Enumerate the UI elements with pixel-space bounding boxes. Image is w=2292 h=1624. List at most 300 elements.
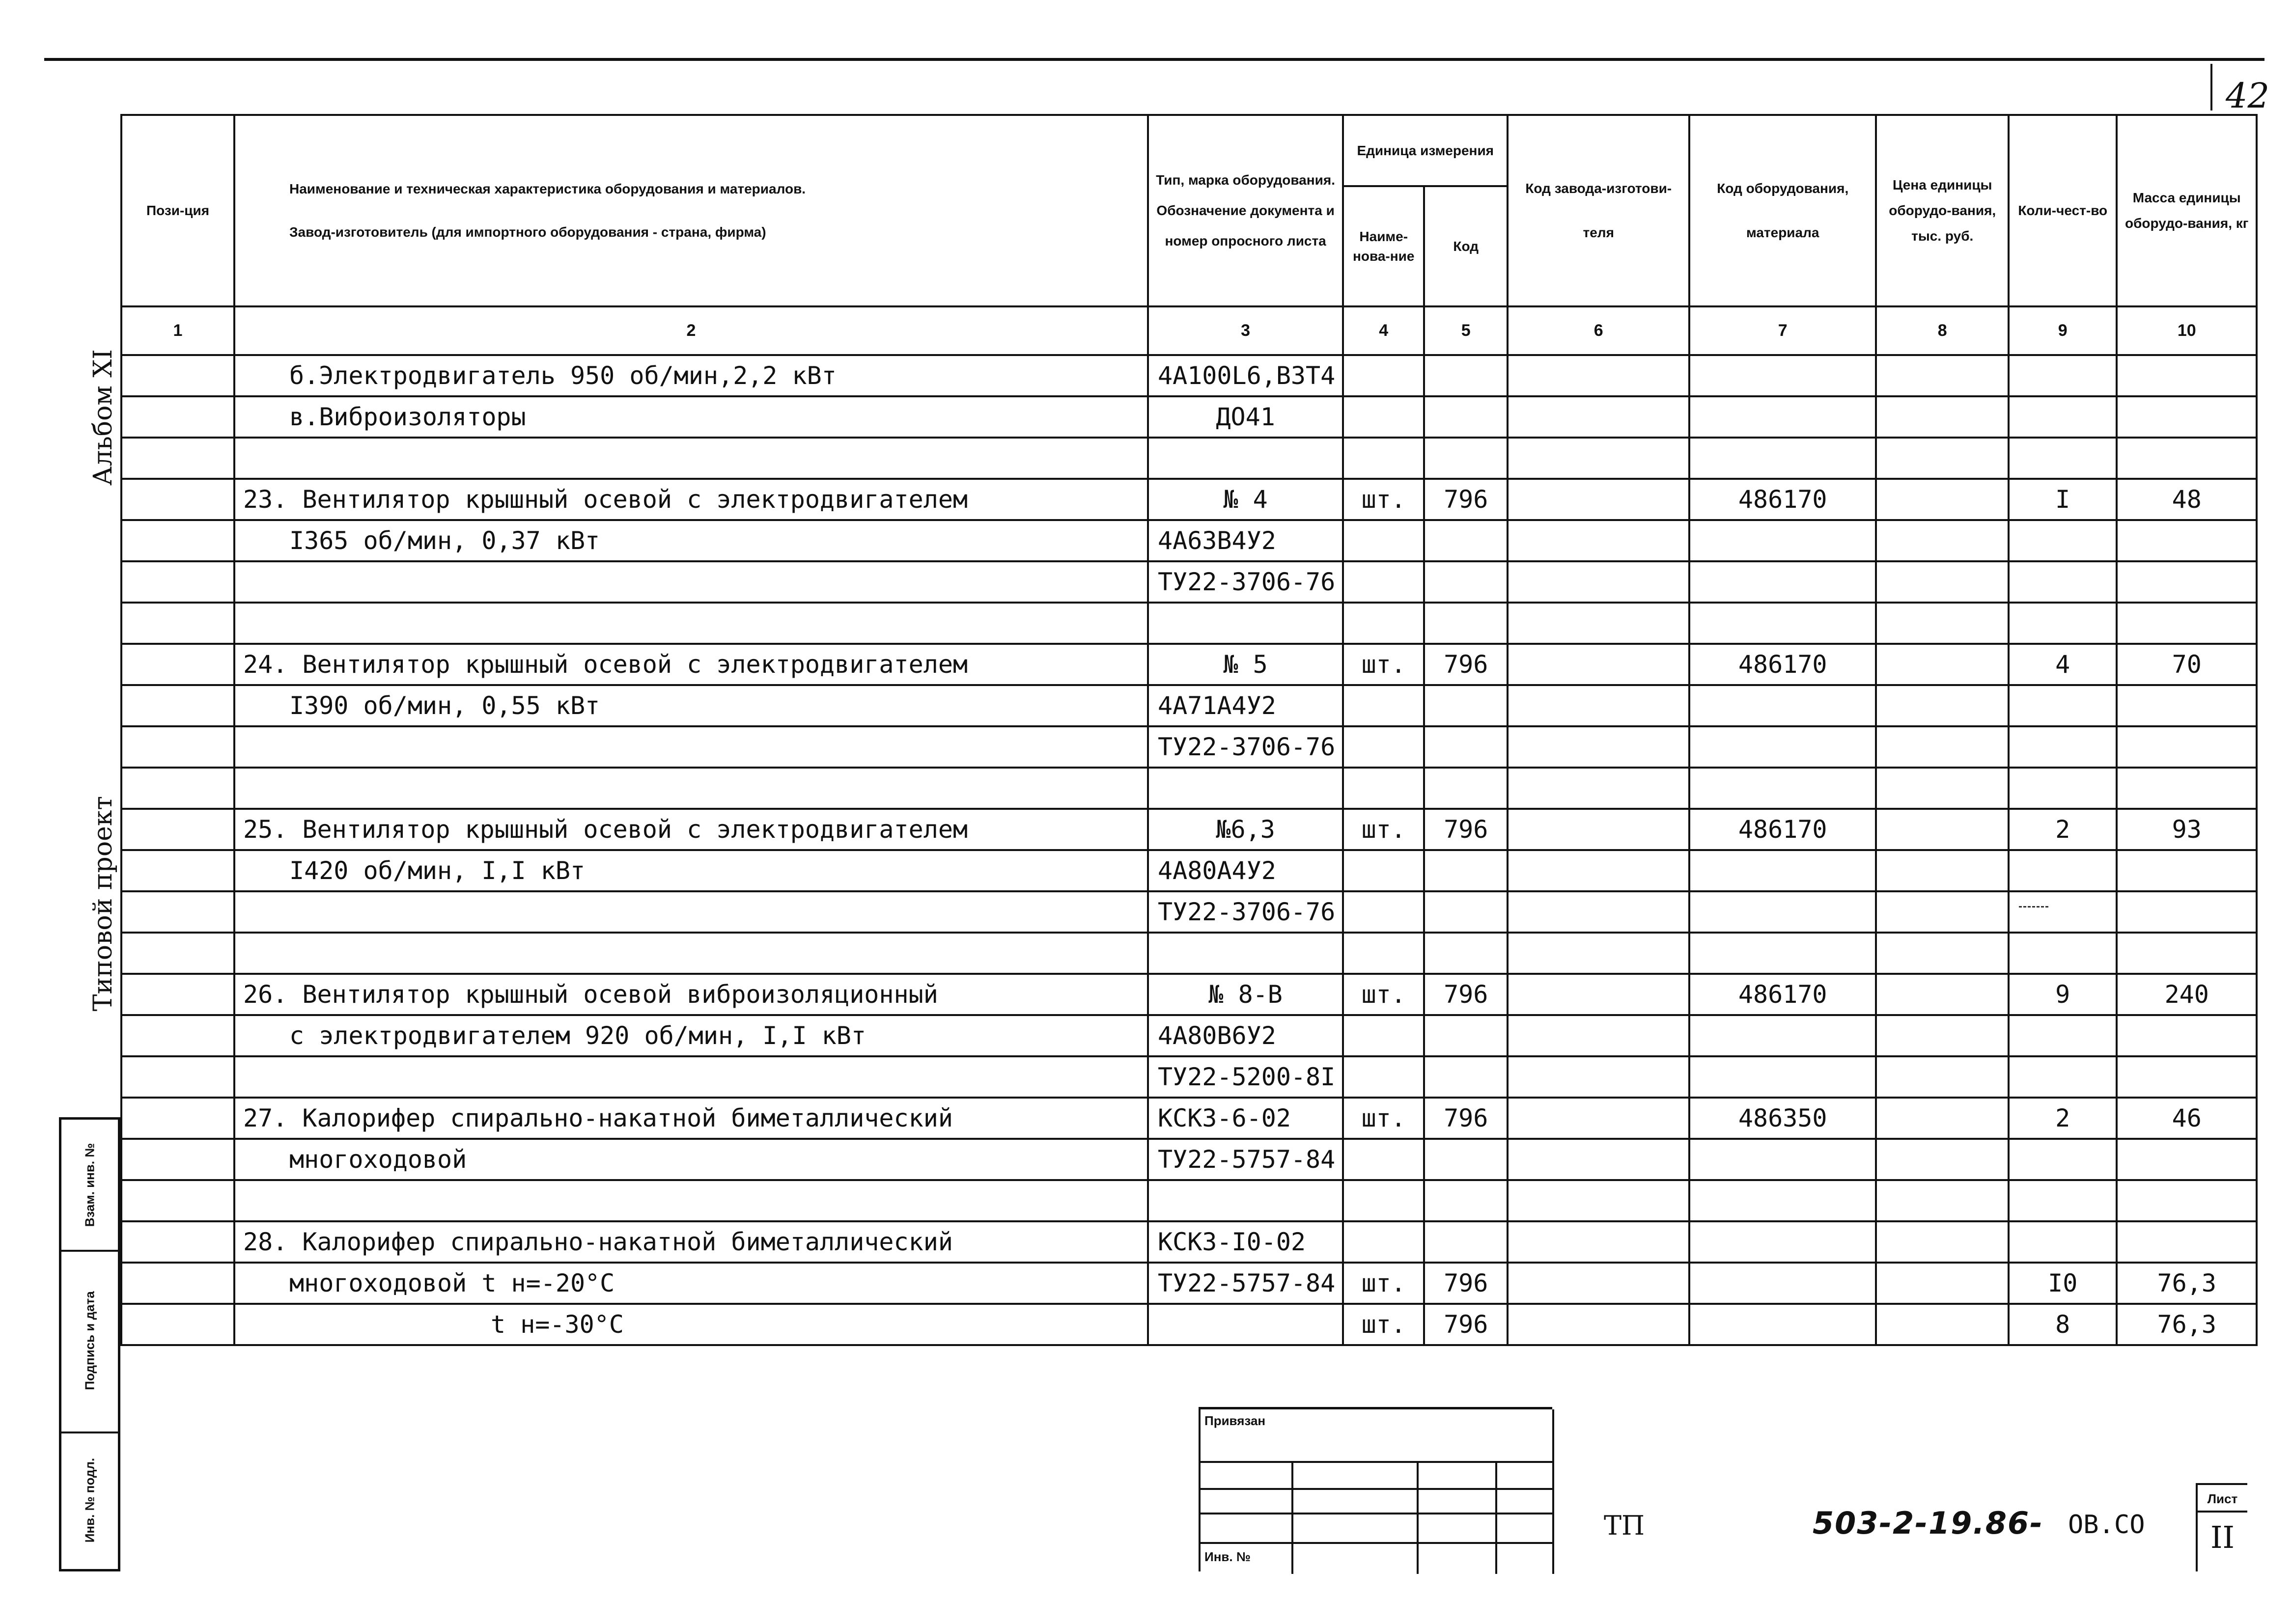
quantity xyxy=(2009,438,2117,479)
price-cell xyxy=(1876,1221,2009,1263)
plant-code xyxy=(1508,520,1689,561)
item-name xyxy=(234,1056,1148,1098)
unit-code xyxy=(1424,891,1508,933)
unit-code: 796 xyxy=(1424,809,1508,850)
item-type xyxy=(1148,1180,1343,1221)
item-name xyxy=(234,603,1148,644)
table-row xyxy=(121,685,2257,726)
item-type: ДО41 xyxy=(1148,396,1343,438)
unit-code: 796 xyxy=(1424,974,1508,1015)
unit-code xyxy=(1424,685,1508,726)
item-type xyxy=(1148,603,1343,644)
item-type: № 8-В xyxy=(1148,974,1343,1015)
project-label: Типовой проект xyxy=(88,796,118,1012)
item-name: многоходовой t н=-20°С xyxy=(234,1263,1148,1304)
item-type: ТУ22-3706-76 xyxy=(1148,726,1343,768)
plant-code xyxy=(1508,644,1689,685)
unit-code xyxy=(1424,933,1508,974)
unit-name xyxy=(1343,850,1424,891)
plant-code xyxy=(1508,561,1689,603)
equipment-code xyxy=(1689,1015,1876,1056)
quantity xyxy=(2009,1221,2117,1263)
item-type: ТУ22-5757-84 xyxy=(1148,1263,1343,1304)
table-row xyxy=(121,520,2257,561)
table-row xyxy=(121,726,2257,768)
unit-code xyxy=(1424,396,1508,438)
title-block-line xyxy=(1291,1461,1293,1574)
header-mass: Масса единицы оборудо-вания, кг xyxy=(2117,115,2257,306)
unit-mass xyxy=(2117,438,2257,479)
item-name: 25. Вентилятор крышный осевой с электродвигателем xyxy=(234,809,1148,850)
quantity xyxy=(2009,603,2117,644)
equipment-code xyxy=(1689,561,1876,603)
page-number: 42 xyxy=(2225,76,2269,116)
item-type: 4А71А4У2 xyxy=(1148,685,1343,726)
item-name: б.Электродвигатель 950 об/мин,2,2 кВт xyxy=(234,355,1148,396)
header-quantity: Коли-чест-во xyxy=(2009,115,2117,306)
equipment-code xyxy=(1689,891,1876,933)
item-name xyxy=(234,891,1148,933)
table-row xyxy=(121,1139,2257,1180)
price-cell xyxy=(1876,809,2009,850)
unit-mass xyxy=(2117,1015,2257,1056)
equipment-code: 486350 xyxy=(1689,1098,1876,1139)
title-block-line xyxy=(1495,1461,1497,1574)
unit-name xyxy=(1343,768,1424,809)
table-row xyxy=(121,355,2257,396)
equipment-code xyxy=(1689,1056,1876,1098)
table-row xyxy=(121,1304,2257,1345)
quantity xyxy=(2009,561,2117,603)
table-row xyxy=(121,1056,2257,1098)
price-cell xyxy=(1876,768,2009,809)
document-code: 503-2-19.86- xyxy=(1813,1505,2043,1541)
quantity xyxy=(2009,396,2117,438)
position-cell xyxy=(121,809,234,850)
header-equipment-code: Код оборудования, материала xyxy=(1689,115,1876,306)
item-type: №6,3 xyxy=(1148,809,1343,850)
equipment-code xyxy=(1689,355,1876,396)
unit-mass xyxy=(2117,1056,2257,1098)
plant-code xyxy=(1508,1180,1689,1221)
unit-mass: 76,3 xyxy=(2117,1304,2257,1345)
price-cell xyxy=(1876,644,2009,685)
quantity: I xyxy=(2009,479,2117,520)
plant-code xyxy=(1508,1304,1689,1345)
equipment-code xyxy=(1689,850,1876,891)
title-block-line xyxy=(1201,1488,1554,1490)
item-type: № 5 xyxy=(1148,644,1343,685)
position-cell xyxy=(121,1015,234,1056)
price-cell xyxy=(1876,1180,2009,1221)
plant-code xyxy=(1508,438,1689,479)
plant-code xyxy=(1508,1263,1689,1304)
item-name xyxy=(234,726,1148,768)
document-suffix: ОВ.СО xyxy=(2068,1510,2145,1540)
header-name xyxy=(234,115,1148,306)
quantity: 8 xyxy=(2009,1304,2117,1345)
position-cell xyxy=(121,974,234,1015)
unit-code xyxy=(1424,561,1508,603)
price-cell xyxy=(1876,438,2009,479)
table-row xyxy=(121,974,2257,1015)
stamp-replace-inv: Взам. инв. № xyxy=(82,1143,97,1227)
unit-mass xyxy=(2117,726,2257,768)
stamp-signature-date: Подпись и дата xyxy=(82,1291,97,1390)
table-row xyxy=(121,768,2257,809)
item-name: I420 об/мин, I,I кВт xyxy=(234,850,1148,891)
stamp-cell xyxy=(61,1250,118,1433)
unit-code xyxy=(1424,438,1508,479)
table-row xyxy=(121,1015,2257,1056)
column-number: 7 xyxy=(1689,306,1876,355)
equipment-code xyxy=(1689,933,1876,974)
equipment-code xyxy=(1689,726,1876,768)
quantity xyxy=(2009,933,2117,974)
unit-mass xyxy=(2117,561,2257,603)
column-number: 10 xyxy=(2117,306,2257,355)
unit-mass: 76,3 xyxy=(2117,1263,2257,1304)
position-cell xyxy=(121,355,234,396)
quantity xyxy=(2009,891,2117,933)
price-cell xyxy=(1876,1263,2009,1304)
table-row xyxy=(121,561,2257,603)
quantity xyxy=(2009,355,2117,396)
plant-code xyxy=(1508,1098,1689,1139)
header-unit-code: Код xyxy=(1424,186,1508,306)
equipment-code xyxy=(1689,603,1876,644)
quantity xyxy=(2009,685,2117,726)
position-cell xyxy=(121,685,234,726)
unit-code xyxy=(1424,603,1508,644)
item-type xyxy=(1148,933,1343,974)
table-row xyxy=(121,603,2257,644)
plant-code xyxy=(1508,603,1689,644)
price-cell xyxy=(1876,1015,2009,1056)
item-name: 26. Вентилятор крышный осевой виброизоляционный xyxy=(234,974,1148,1015)
equipment-code xyxy=(1689,396,1876,438)
unit-name xyxy=(1343,603,1424,644)
column-number: 8 xyxy=(1876,306,2009,355)
table-row xyxy=(121,933,2257,974)
plant-code xyxy=(1508,850,1689,891)
stamp-cell xyxy=(61,1120,118,1252)
position-cell xyxy=(121,1139,234,1180)
unit-name xyxy=(1343,1180,1424,1221)
unit-code: 796 xyxy=(1424,479,1508,520)
column-number-row xyxy=(121,306,2257,355)
header-price: Цена единицы оборудо-вания, тыс. руб. xyxy=(1876,115,2009,306)
position-cell xyxy=(121,396,234,438)
position-cell xyxy=(121,644,234,685)
position-cell xyxy=(121,726,234,768)
unit-mass xyxy=(2117,520,2257,561)
item-name: 27. Калорифер спирально-накатной биметаллический xyxy=(234,1098,1148,1139)
unit-mass: 93 xyxy=(2117,809,2257,850)
position-cell xyxy=(121,520,234,561)
tp-label: ТП xyxy=(1604,1510,1645,1541)
equipment-code xyxy=(1689,1263,1876,1304)
unit-mass xyxy=(2117,1221,2257,1263)
quantity: I0 xyxy=(2009,1263,2117,1304)
price-cell xyxy=(1876,974,2009,1015)
item-name: t н=-30°С xyxy=(234,1304,1148,1345)
position-cell xyxy=(121,850,234,891)
price-cell xyxy=(1876,1304,2009,1345)
column-number: 1 xyxy=(121,306,234,355)
price-cell xyxy=(1876,726,2009,768)
table-row xyxy=(121,644,2257,685)
price-cell xyxy=(1876,520,2009,561)
position-cell xyxy=(121,1098,234,1139)
quantity: 9 xyxy=(2009,974,2117,1015)
unit-mass xyxy=(2117,685,2257,726)
unit-code xyxy=(1424,850,1508,891)
unit-name: шт. xyxy=(1343,644,1424,685)
position-cell xyxy=(121,479,234,520)
item-name xyxy=(234,768,1148,809)
equipment-code xyxy=(1689,520,1876,561)
unit-name: шт. xyxy=(1343,1304,1424,1345)
item-type: ТУ22-5200-8I xyxy=(1148,1056,1343,1098)
quantity xyxy=(2009,1056,2117,1098)
price-cell xyxy=(1876,561,2009,603)
item-name xyxy=(234,1180,1148,1221)
unit-mass xyxy=(2117,603,2257,644)
page-number-border xyxy=(2210,64,2212,110)
unit-code xyxy=(1424,1139,1508,1180)
position-cell xyxy=(121,1180,234,1221)
unit-name: шт. xyxy=(1343,1098,1424,1139)
title-block-line xyxy=(1201,1461,1554,1463)
item-name xyxy=(234,438,1148,479)
top-rule xyxy=(44,58,2264,61)
item-name: с электродвигателем 920 об/мин, I,I кВт xyxy=(234,1015,1148,1056)
unit-name xyxy=(1343,561,1424,603)
unit-code xyxy=(1424,1015,1508,1056)
column-number: 9 xyxy=(2009,306,2117,355)
unit-name: шт. xyxy=(1343,974,1424,1015)
item-type: КСК3-6-02 xyxy=(1148,1098,1343,1139)
attached-label: Привязан xyxy=(1204,1413,1266,1428)
item-type xyxy=(1148,768,1343,809)
price-cell xyxy=(1876,1098,2009,1139)
plant-code xyxy=(1508,974,1689,1015)
equipment-code xyxy=(1689,685,1876,726)
plant-code xyxy=(1508,1056,1689,1098)
table-row xyxy=(121,809,2257,850)
unit-name xyxy=(1343,891,1424,933)
price-cell xyxy=(1876,479,2009,520)
unit-code: 796 xyxy=(1424,1304,1508,1345)
item-name: в.Виброизоляторы xyxy=(234,396,1148,438)
table-row xyxy=(121,1180,2257,1221)
stamp-strip xyxy=(59,1117,120,1571)
position-cell xyxy=(121,1221,234,1263)
unit-code xyxy=(1424,1056,1508,1098)
header-unit-group: Единица измерения xyxy=(1343,115,1508,186)
equipment-code: 486170 xyxy=(1689,974,1876,1015)
unit-mass xyxy=(2117,933,2257,974)
title-block-line xyxy=(1201,1513,1554,1514)
price-cell xyxy=(1876,355,2009,396)
quantity xyxy=(2009,850,2117,891)
item-type: № 4 xyxy=(1148,479,1343,520)
unit-mass: 48 xyxy=(2117,479,2257,520)
unit-mass: 46 xyxy=(2117,1098,2257,1139)
title-block xyxy=(1199,1407,1552,1571)
unit-name xyxy=(1343,726,1424,768)
column-number: 6 xyxy=(1508,306,1689,355)
position-cell xyxy=(121,438,234,479)
unit-name xyxy=(1343,1015,1424,1056)
header-unit-name: Наиме-нова-ние xyxy=(1343,186,1424,306)
unit-name xyxy=(1343,520,1424,561)
item-type: ТУ22-5757-84 xyxy=(1148,1139,1343,1180)
unit-name: шт. xyxy=(1343,1263,1424,1304)
specification-table xyxy=(120,114,2258,1346)
price-cell xyxy=(1876,396,2009,438)
dash-mark xyxy=(2019,906,2048,908)
unit-mass xyxy=(2117,355,2257,396)
item-type: ТУ22-3706-76 xyxy=(1148,561,1343,603)
plant-code xyxy=(1508,809,1689,850)
title-block-line xyxy=(1417,1461,1419,1574)
position-cell xyxy=(121,933,234,974)
equipment-code xyxy=(1689,1221,1876,1263)
title-block-line xyxy=(1201,1542,1554,1544)
plant-code xyxy=(1508,355,1689,396)
unit-mass: 240 xyxy=(2117,974,2257,1015)
plant-code xyxy=(1508,726,1689,768)
position-cell xyxy=(121,603,234,644)
item-type xyxy=(1148,1304,1343,1345)
item-type: 4А80А4У2 xyxy=(1148,850,1343,891)
unit-name: шт. xyxy=(1343,809,1424,850)
unit-name xyxy=(1343,1139,1424,1180)
table-row xyxy=(121,1263,2257,1304)
unit-mass xyxy=(2117,1139,2257,1180)
quantity xyxy=(2009,1139,2117,1180)
item-name: 24. Вентилятор крышный осевой с электродвигателем xyxy=(234,644,1148,685)
plant-code xyxy=(1508,396,1689,438)
equipment-code xyxy=(1689,438,1876,479)
price-cell xyxy=(1876,685,2009,726)
price-cell xyxy=(1876,603,2009,644)
table-row xyxy=(121,850,2257,891)
quantity: 2 xyxy=(2009,1098,2117,1139)
equipment-code: 486170 xyxy=(1689,809,1876,850)
price-cell xyxy=(1876,891,2009,933)
quantity xyxy=(2009,726,2117,768)
unit-mass xyxy=(2117,1180,2257,1221)
unit-code: 796 xyxy=(1424,1098,1508,1139)
plant-code xyxy=(1508,768,1689,809)
item-type: ТУ22-3706-76 xyxy=(1148,891,1343,933)
inv-label: Инв. № xyxy=(1204,1549,1251,1564)
unit-mass xyxy=(2117,891,2257,933)
unit-name xyxy=(1343,1056,1424,1098)
table-row xyxy=(121,479,2257,520)
sheet-label: Лист xyxy=(2198,1487,2247,1513)
unit-mass: 70 xyxy=(2117,644,2257,685)
equipment-code xyxy=(1689,1304,1876,1345)
plant-code xyxy=(1508,479,1689,520)
quantity xyxy=(2009,768,2117,809)
price-cell xyxy=(1876,933,2009,974)
column-number: 2 xyxy=(234,306,1148,355)
stamp-original-inv: Инв. № подл. xyxy=(82,1458,97,1543)
column-number: 5 xyxy=(1424,306,1508,355)
album-label: Альбом XI xyxy=(88,349,118,486)
item-type: 4А63В4У2 xyxy=(1148,520,1343,561)
column-number: 3 xyxy=(1148,306,1343,355)
unit-code: 796 xyxy=(1424,1263,1508,1304)
header-name-line2: Завод-изготовитель (для импортного оборудования - страна, фирма) xyxy=(289,224,766,240)
unit-name xyxy=(1343,396,1424,438)
position-cell xyxy=(121,1304,234,1345)
quantity xyxy=(2009,520,2117,561)
unit-code: 796 xyxy=(1424,644,1508,685)
item-name: многоходовой xyxy=(234,1139,1148,1180)
table-row xyxy=(121,396,2257,438)
position-cell xyxy=(121,1056,234,1098)
item-type xyxy=(1148,438,1343,479)
equipment-code xyxy=(1689,1139,1876,1180)
stamp-cell xyxy=(61,1431,118,1569)
plant-code xyxy=(1508,1015,1689,1056)
item-name xyxy=(234,933,1148,974)
item-type: 4А80В6У2 xyxy=(1148,1015,1343,1056)
price-cell xyxy=(1876,1056,2009,1098)
unit-name xyxy=(1343,355,1424,396)
position-cell xyxy=(121,891,234,933)
item-name xyxy=(234,561,1148,603)
plant-code xyxy=(1508,1221,1689,1263)
unit-name xyxy=(1343,933,1424,974)
title-block-line xyxy=(1552,1409,1554,1574)
item-name: 28. Калорифер спирально-накатной биметаллический xyxy=(234,1221,1148,1263)
quantity xyxy=(2009,1015,2117,1056)
position-cell xyxy=(121,768,234,809)
column-number: 4 xyxy=(1343,306,1424,355)
plant-code xyxy=(1508,1139,1689,1180)
unit-mass xyxy=(2117,850,2257,891)
unit-name xyxy=(1343,685,1424,726)
sheet-number: II xyxy=(2210,1519,2235,1555)
quantity: 2 xyxy=(2009,809,2117,850)
unit-name xyxy=(1343,438,1424,479)
table-row xyxy=(121,891,2257,933)
unit-code xyxy=(1424,768,1508,809)
table-row xyxy=(121,1098,2257,1139)
table-row xyxy=(121,1221,2257,1263)
equipment-code xyxy=(1689,1180,1876,1221)
unit-mass xyxy=(2117,768,2257,809)
item-name: I365 об/мин, 0,37 кВт xyxy=(234,520,1148,561)
item-name: I390 об/мин, 0,55 кВт xyxy=(234,685,1148,726)
item-type: КСК3-I0-02 xyxy=(1148,1221,1343,1263)
equipment-code xyxy=(1689,768,1876,809)
position-cell xyxy=(121,561,234,603)
unit-code xyxy=(1424,726,1508,768)
unit-code xyxy=(1424,355,1508,396)
unit-code xyxy=(1424,520,1508,561)
sheet-box xyxy=(2196,1483,2247,1571)
unit-mass xyxy=(2117,396,2257,438)
plant-code xyxy=(1508,891,1689,933)
unit-code xyxy=(1424,1180,1508,1221)
